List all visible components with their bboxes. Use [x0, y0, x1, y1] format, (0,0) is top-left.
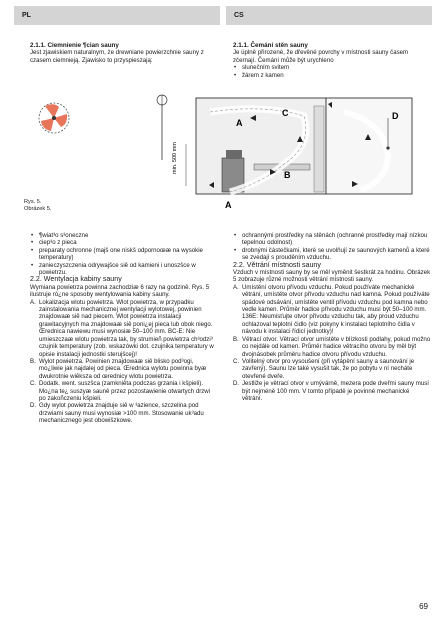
air-intake-icon: [157, 95, 167, 105]
list-item: • preparaty ochronne (majš one niskš odpornoœæ na wysokie temperatury): [30, 247, 218, 262]
pl-ventilation-list: [30, 299, 218, 425]
cs-heading-211: 2.1.1. Čemání stěn sauny: [233, 42, 308, 49]
pl-heading-211: 2.1.1. Ciemnienie ¶cian sauny: [30, 42, 119, 49]
dimension-label: min. 500 mm: [172, 142, 178, 174]
cs-intro-section: [233, 42, 429, 79]
cs-main-section: [233, 232, 431, 402]
cs-bullets-bottom: [233, 232, 431, 262]
sauna-ventilation-figure: [14, 86, 432, 214]
figure-caption: [24, 199, 51, 213]
pl-para-211: Jest zjawiskiem naturalnym, że drewniane powierzchnie sauny z czasem ciemnieją. Zjawisko to przyspieszają:: [30, 49, 204, 64]
list-item: D. Gdy wylot powietrza znajduje siê w ³azience, szczelina pod drzwiami sauny musi wynosiæ >100 mm. Stosowanie uk³adu mechanicznego jest obowišzkowe.: [30, 402, 204, 425]
list-item: B. Větrací otvor. Větrací otvor umístěte v blízkosti podlahy, pokud možno co nejdále od kamen. Průměr hadice větracího otvoru by měl být dvojnásobek průměru hadice otvoru přívodu vzduchu.: [233, 335, 431, 358]
figure-label-d: D: [392, 111, 399, 121]
washroom: [326, 98, 412, 194]
list-item: • ciep³o z pieca: [30, 239, 218, 246]
fan-icon: [39, 103, 69, 133]
list-item: C. Dodatk. went. suszšca (zamkniêta podczas grzania i kšpieli). Mo¿na te¿ suszyæ saunê przez pozostawienie otwartych drzwi po zakoñczeniu kšpieli.: [30, 380, 211, 402]
pl-heading-22: 2.2. Wentylacja kabiny sauny: [30, 275, 122, 284]
heater-stones: [226, 150, 242, 159]
list-item: • slunečním svitem: [233, 64, 429, 71]
figure-label-c: C: [282, 108, 289, 118]
list-item: A. Lokalizacja wlotu powietrza. Wlot powietrza, w przypadku zainstalowania mechanicznej wentylacji wylotowej, powinien znajdowaæ siê nad piecem. Wlot powietrza instalacji grawitacyjnych ma znajdowaæ siê poni¿ej pieca lub obok niego. Œrednica nawiewu musi wynosiæ 50–100 mm. BC-E: Nie umieszczaæ wlotu powietrza tak, by strumieñ powietrza ch³odzi³ czujnik temperatury (zob. wskazówki dot. czujnika temperatury w opisie instalacji jednostki sterujšcej)!: [30, 298, 214, 358]
figure-label-a-top: A: [236, 118, 243, 128]
cs-bullets-top: [233, 64, 429, 79]
cs-para-22: Vzduch v místnosti sauny by se měl vyměnit šestkrát za hodinu. Obrázek 5 zobrazuje různé možnosti větrání místnosti sauny.: [233, 269, 431, 284]
list-item: • drobnými částečkami, které se uvolňují ze saunových kamenů a které se zvedají s prouděním vzduchu.: [233, 247, 431, 262]
cs-ventilation-list: [233, 284, 431, 403]
pl-bullets: [30, 232, 218, 276]
list-item: • zanieczyszczenia odrywajšce siê od kamieni i unoszšce w powietrzu.: [30, 262, 218, 277]
language-label-cs: CS: [234, 12, 244, 19]
list-item: A. Umístění otvoru přívodu vzduchu. Pokud používáte mechanické větrání, umístěte otvor přívodu vzduchu nad kamna. Pokud používáte spádové odsávání, umístěte ventil přívodu vzduchu pod kamna nebo vedle kamen. Průměr hadice přívodu vzduchu musí být 50–100 mm. 136E: Neumisťujte otvor přívodu vzduchu tak, aby proud vzduchu ochlazoval teplotní čidlo (viz pokyny k instalaci teplotního čidla v návodu k instalaci řídicí jednotky)!: [233, 283, 430, 336]
language-tab-pl: [14, 6, 220, 25]
pl-intro-section: [30, 42, 216, 64]
language-tab-cs: [226, 6, 432, 25]
list-item: B. Wylot powietrza. Powinien znajdowaæ siê blisko pod³ogi, mo¿liwie jak najdalej od pieca. Œrednica wylotu powinna byæ dwukrotnie wiêksza od œrednicy wlotu powietrza.: [30, 357, 207, 380]
page-number: 69: [419, 602, 428, 611]
figure-label-b: B: [284, 170, 291, 180]
cs-para-211: Je úplně přirozené, že dřevěné povrchy v místnosti sauny časem zčernají. Čemání může být urychleno: [233, 49, 409, 64]
sauna-door: [314, 106, 324, 192]
figure-label-a-bottom: A: [225, 200, 232, 210]
list-item: D. Jestliže je větrací otvor v umývárně, mezera pode dveřmi sauny musí být nejméně 100 mm. V tomto případě je povinné mechanické větrání.: [233, 380, 429, 402]
language-label-pl: PL: [22, 12, 31, 19]
figure-caption-pl: Rys. 5.: [24, 199, 42, 205]
list-item: • ¶wiat³o s³oneczne: [30, 232, 218, 239]
cs-heading-22: 2.2. Větrání místnosti sauny: [233, 260, 321, 269]
figure-caption-cs: Obrázek 5.: [24, 205, 52, 212]
list-item: C. Volitelný otvor pro vysoušení (při vytápění sauny a saunování je zavřený). Saunu lze také vysušit tak, že po pobytu v ní necháte otevřené dveře.: [233, 357, 415, 380]
pl-main-section: [30, 232, 218, 425]
list-item: • ochrannými prostředky na stěnách (ochranné prostředky mají nízkou tepelnou odolnost): [233, 232, 431, 247]
pl-para-22: Wymiana powietrza powinna zachodziæ 6 razy na godzinê. Rys. 5 ilustruje ró¿ne sposoby wentylowania kabiny sauny.: [30, 283, 210, 299]
list-item: • žárem z kamen: [233, 72, 429, 79]
